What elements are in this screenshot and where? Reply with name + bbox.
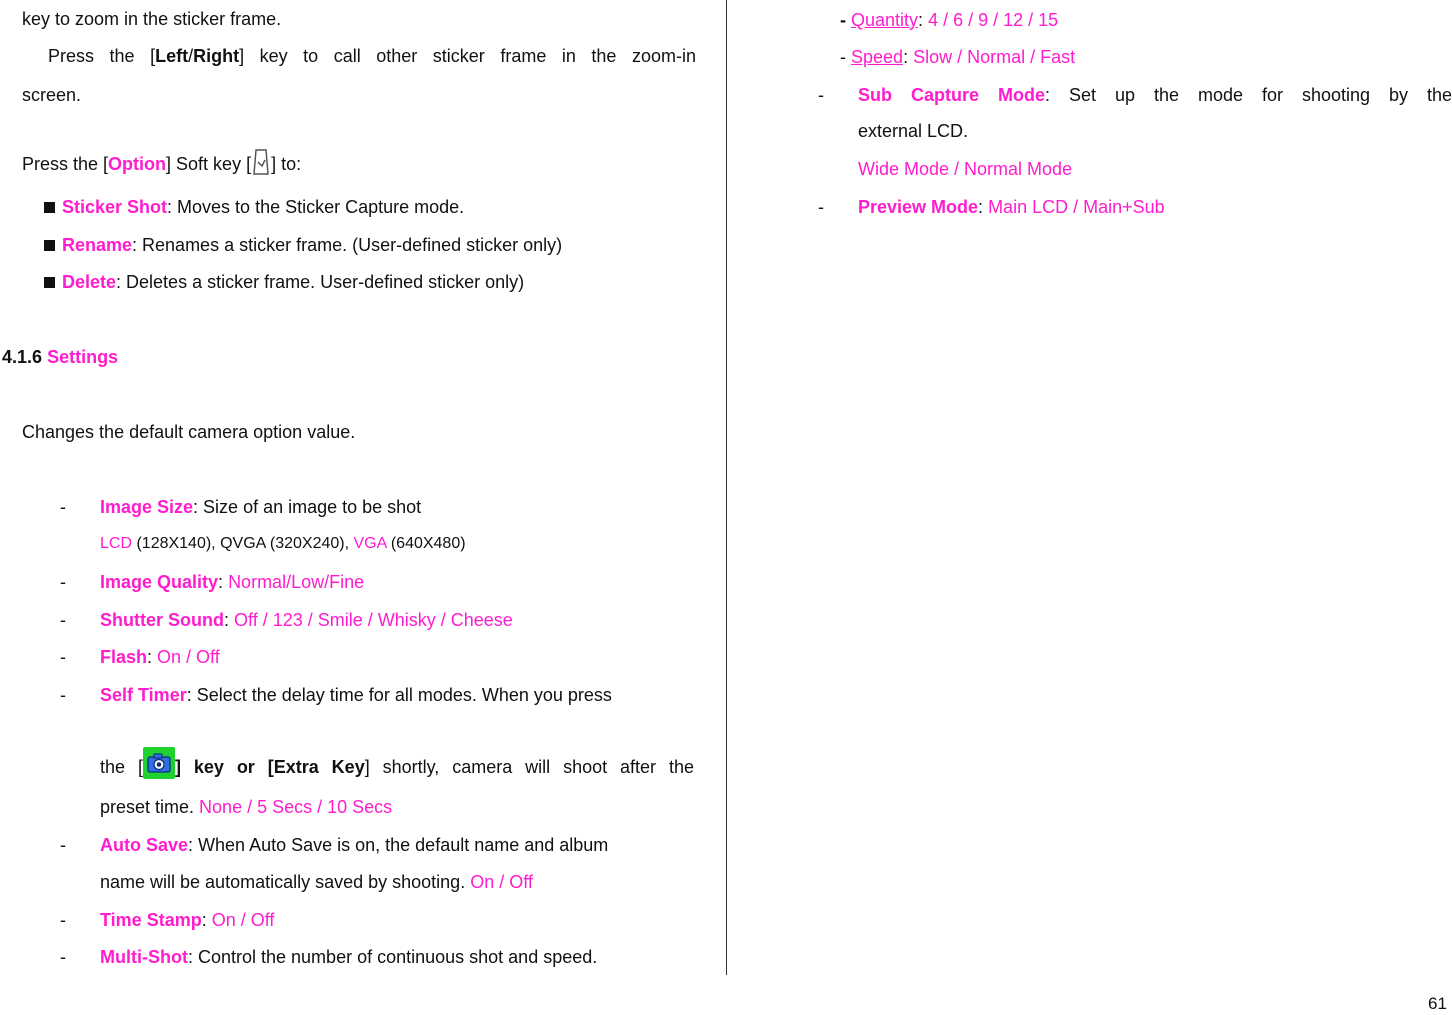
- dash: -: [60, 497, 66, 517]
- bullet-square-icon: [44, 240, 55, 251]
- image-size-values: LCD (128X140), QVGA (320X240), VGA (640X480): [100, 535, 466, 552]
- dash: -: [60, 685, 66, 705]
- bullet-item: Sticker Shot: Moves to the Sticker Capture mode.: [44, 196, 55, 218]
- section-heading: 4.1.6 Settings: [2, 347, 119, 367]
- page-number: 61: [1428, 994, 1447, 1013]
- sub-capture-values: Wide Mode / Normal Mode: [858, 159, 1073, 179]
- item-time-stamp: Time Stamp: On / Off: [100, 910, 275, 930]
- item-image-quality: Image Quality: Normal/Low/Fine: [100, 572, 365, 592]
- option-softkey-line: Press the [Option] Soft key [ ] to:: [22, 148, 301, 176]
- dash: -: [818, 197, 824, 217]
- bullet-square-icon: [44, 202, 55, 213]
- section-intro: Changes the default camera option value.: [22, 422, 356, 442]
- column-divider: [726, 0, 727, 975]
- item-flash: Flash: On / Off: [100, 647, 220, 667]
- item-multi-shot: Multi-Shot: Control the number of continuous shot and speed.: [100, 947, 598, 967]
- item-quantity: - Quantity: 4 / 6 / 9 / 12 / 15: [840, 10, 1059, 30]
- item-preview-mode: Preview Mode: Main LCD / Main+Sub: [858, 197, 1165, 217]
- bullet-item: Delete: Deletes a sticker frame. User-defined sticker only): [44, 271, 55, 293]
- item-self-timer: Self Timer: Select the delay time for all modes. When you press: [100, 685, 612, 705]
- sub-capture-line2: external LCD.: [858, 121, 969, 141]
- bullet-square-icon: [44, 277, 55, 288]
- text-line-zoom: key to zoom in the sticker frame.: [22, 9, 282, 29]
- item-image-size: Image Size: Size of an image to be shot: [100, 497, 422, 517]
- self-timer-line3: preset time. None / 5 Secs / 10 Secs: [100, 797, 393, 817]
- dash: -: [60, 910, 66, 930]
- dash: -: [60, 947, 66, 967]
- self-timer-line2: the [ ] key or [Extra Key] shortly, camera will shoot after the: [100, 747, 694, 779]
- dash: -: [60, 835, 66, 855]
- dash: -: [60, 610, 66, 630]
- item-sub-capture-mode: Sub Capture Mode: Set up the mode for shooting by the: [858, 85, 1452, 105]
- item-speed: - Speed: Slow / Normal / Fast: [840, 47, 1076, 67]
- dash: -: [60, 647, 66, 667]
- softkey-icon: [251, 148, 271, 176]
- bullet-item: Rename: Renames a sticker frame. (User-defined sticker only): [44, 234, 55, 256]
- text-line-screen: screen.: [22, 85, 82, 105]
- dash: -: [60, 572, 66, 592]
- auto-save-line2: name will be automatically saved by shooting. On / Off: [100, 872, 533, 892]
- item-shutter-sound: Shutter Sound: Off / 123 / Smile / Whisky / Cheese: [100, 610, 513, 630]
- para-left-right: Press the [Left/Right] key to call other sticker frame in the zoom-in: [48, 46, 696, 66]
- item-auto-save: Auto Save: When Auto Save is on, the default name and album: [100, 835, 609, 855]
- camera-key-icon: [143, 747, 175, 779]
- dash: -: [818, 85, 824, 105]
